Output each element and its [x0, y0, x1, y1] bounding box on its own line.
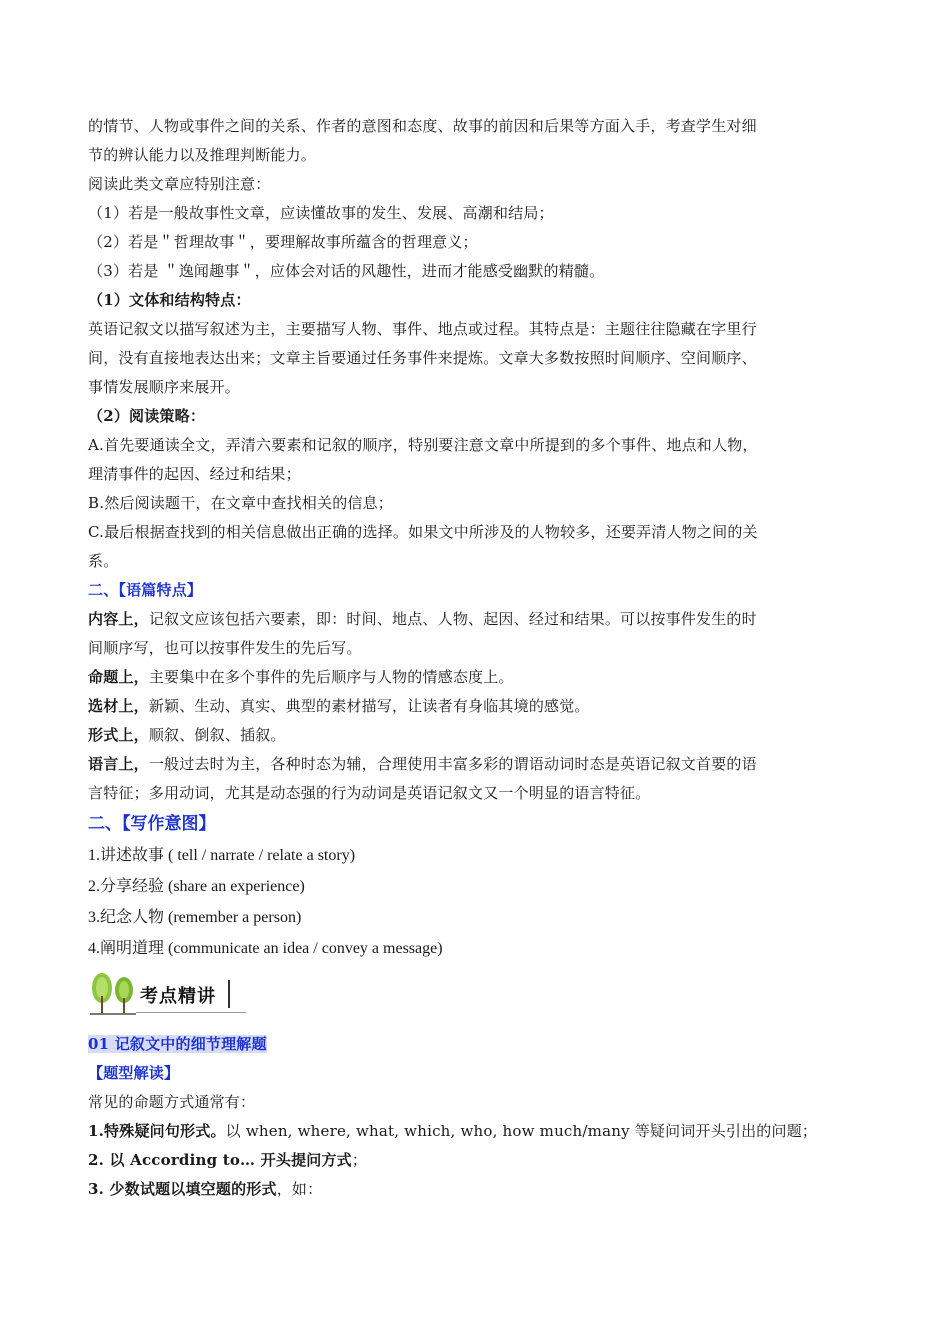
topic-text: 主要集中在多个事件的先后顺序与人物的情感态度上。: [148, 668, 514, 686]
note-item-1: （1）若是一般故事性文章，应读懂故事的发生、发展、高潮和结局；: [88, 204, 554, 222]
content-label: 内容上，: [88, 610, 149, 628]
key-points-banner: [88, 970, 868, 1020]
intro-line-1: 的情节、人物或事件之间的关系、作者的意图和态度、故事的前因和后果等方面入手，考查学生对细: [88, 117, 757, 135]
question-type-heading: 【题型解读】: [88, 1064, 180, 1082]
banner-title: 考点精讲: [140, 986, 216, 1007]
note-title: 阅读此类文章应特别注意：: [88, 175, 271, 193]
features-line-1: 英语记叙文以描写叙述为主，主要描写人物、事件、地点或过程。其特点是：主题往往隐藏在字里行: [88, 320, 757, 338]
intent-item-4: 4.阐明道理 (communicate an idea / convey a message): [88, 940, 443, 957]
intro-line-2: 节的辨认能力以及推理判断能力。: [88, 146, 317, 164]
material-paragraph: [88, 692, 868, 721]
question-form-1-text: 以 when, where, what, which, who, how much/many 等疑问词开头引出的问题；: [225, 1122, 818, 1140]
writing-intent-heading: 二、【写作意图】: [88, 814, 216, 834]
strategy-heading: （2）阅读策略：: [88, 407, 206, 425]
features-line-2: 间，没有直接地表达出来；文章主旨要通过任务事件来提炼。文章大多数按照时间顺序、空间顺序、: [88, 349, 757, 367]
strategy-c-line-2: 系。: [88, 552, 119, 570]
material-text: 新颖、生动、真实、典型的素材描写，让读者有身临其境的感觉。: [148, 697, 590, 715]
form-label: 形式上，: [88, 726, 149, 744]
intent-item-1: 1.讲述故事 ( tell / narrate / relate a story): [88, 847, 356, 864]
question-form-2-text: ；: [351, 1151, 368, 1169]
strategy-b: B.然后阅读题干，在文章中查找相关的信息；: [88, 494, 393, 512]
topic-label: 命题上，: [88, 668, 149, 686]
document-page: [88, 112, 868, 1204]
language-paragraph: [88, 750, 868, 779]
strategy-a-line-1: A.首先要通读全文，弄清六要素和记叙的顺序，特别要注意文章中所提到的多个事件、地点和人物，: [88, 436, 758, 454]
question-form-3-label: 3. 少数试题以填空题的形式: [88, 1180, 277, 1198]
form-text: 顺叙、倒叙、插叙。: [148, 726, 286, 744]
language-text-1: 一般过去时为主，各种时态为辅，合理使用丰富多彩的谓语动词时态是英语记叙文首要的语: [148, 755, 757, 773]
features-heading: （1）文体和结构特点：: [88, 291, 251, 309]
content-text-2: 间顺序写，也可以按事件发生的先后写。: [88, 639, 362, 657]
topic-paragraph: [88, 663, 868, 692]
note-item-2: （2）若是＂哲理故事＂，要理解故事所蕴含的哲理意义；: [88, 233, 478, 251]
form-paragraph: [88, 721, 868, 750]
text-features-heading: 二、【语篇特点】: [88, 581, 203, 599]
strategy-a-line-2: 理清事件的起因、经过和结果；: [88, 465, 301, 483]
tree-icon: [88, 972, 138, 1016]
intent-item-2: 2.分享经验 (share an experience): [88, 878, 305, 895]
strategy-c-line-1: C.最后根据查找到的相关信息做出正确的选择。如果文中所涉及的人物较多，还要弄清人物之间的关: [88, 523, 758, 541]
features-line-3: 事情发展顺序来展开。: [88, 378, 241, 396]
question-form-2-label: 2. 以 According to… 开头提问方式: [88, 1151, 352, 1169]
question-form-1-label: 1.特殊疑问句形式。: [88, 1122, 226, 1140]
question-form-3-text: ，如：: [276, 1180, 323, 1198]
detail-heading: 01 记叙文中的细节理解题: [88, 1035, 267, 1053]
material-label: 选材上，: [88, 697, 149, 715]
question-form-2: [88, 1146, 868, 1175]
common-forms-text: 常见的命题方式通常有：: [88, 1093, 256, 1111]
content-paragraph: [88, 605, 868, 634]
detail-heading-row: [88, 1030, 868, 1059]
intent-item-3: 3.纪念人物 (remember a person): [88, 909, 302, 926]
note-item-3: （3）若是 ＂逸闻趣事＂，应体会对话的风趣性，进而才能感受幽默的精髓。: [88, 262, 605, 280]
question-form-1: [88, 1117, 868, 1146]
language-label: 语言上，: [88, 755, 149, 773]
language-text-2: 言特征；多用动词，尤其是动态强的行为动词是英语记叙文又一个明显的语言特征。: [88, 784, 651, 802]
question-form-3: [88, 1175, 868, 1204]
banner-underline: [136, 1012, 246, 1013]
content-text-1: 记叙文应该包括六要素，即：时间、地点、人物、起因、经过和结果。可以按事件发生的时: [148, 610, 757, 628]
text-cursor: [228, 980, 230, 1008]
